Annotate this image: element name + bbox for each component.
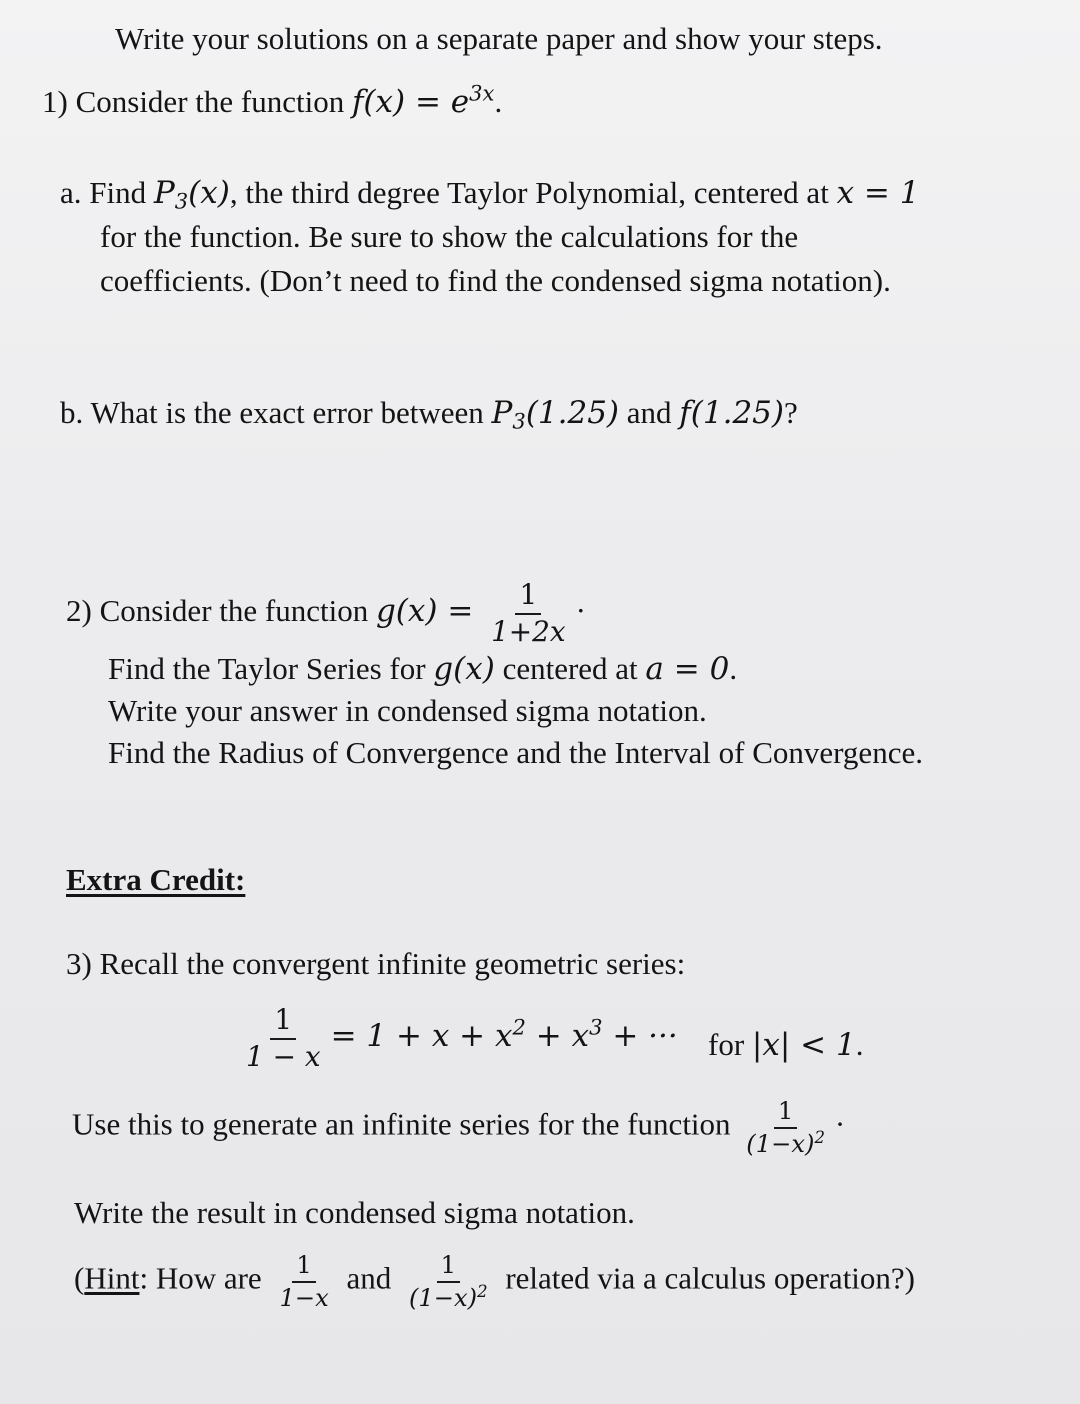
hint-label: Hint	[84, 1260, 140, 1296]
question-2-line-4: Find the Radius of Convergence and the Interval of Convergence.	[108, 735, 923, 770]
question-1a-label: a.	[60, 175, 82, 210]
question-1a-line-2: for the function. Be sure to show the calculations for the	[100, 219, 799, 254]
question-3-write-line: Write the result in condensed sigma notation.	[74, 1195, 635, 1230]
function-f: $f(x) = e^{3x}$	[351, 80, 495, 120]
fraction-1-over-1-minus-x: $\frac{1}{1 - x}$	[246, 1003, 321, 1073]
question-1a-line-3: coefficients. (Don’t need to find the condensed sigma notation).	[100, 263, 891, 298]
p3-symbol: $P_3(x)$	[153, 175, 230, 214]
question-3-use-line: Use this to generate an infinite series for the function $\frac{1}{(1-x)^2}$ ·	[72, 1097, 846, 1158]
question-2-line-2: Find the Taylor Series for g(x) centered at a = 0.	[108, 651, 738, 687]
fraction-1-over-1-minus-x-squared: $\frac{1}{(1-x)^2}$	[746, 1097, 825, 1158]
question-1b-label: b.	[60, 395, 84, 430]
question-2-line-3: Write your answer in condensed sigma notation.	[108, 693, 707, 728]
instructions-text: Write your solutions on a separate paper and show your steps.	[115, 21, 883, 56]
hint-fraction-2: $\frac{1}{(1-x)^2}$	[408, 1251, 488, 1312]
question-2-heading: 2) Consider the function g(x) = $\frac{1}{1+2x}$ ·	[66, 578, 586, 648]
question-1a-line-1: a. Find $P_3(x)$, the third degree Taylor Polynomial, centered at x = 1	[60, 175, 920, 214]
convergence-condition: for |x| < 1.	[708, 1027, 864, 1063]
question-1-number: 1)	[42, 84, 68, 119]
hint-line: (Hint: How are $\frac{1}{1-x}$ and $\frac{1}{(1-x)^2}$ related via a calculus operation?)	[74, 1251, 916, 1312]
geometric-series-formula: $\frac{1}{1 - x}$ = $1 + x + x^2 + x^3$ + ···	[236, 1005, 678, 1072]
question-3-number: 3)	[66, 946, 92, 981]
hint-fraction-1: $\frac{1}{1-x}$	[279, 1251, 329, 1312]
question-1b-line: b. What is the exact error between $P_3(1.25)$ and f(1.25)?	[60, 395, 798, 434]
extra-credit-heading: Extra Credit:	[66, 862, 246, 897]
question-1-heading: 1) Consider the function $f(x) = e^{3x}$.	[42, 80, 503, 120]
question-3-heading: 3) Recall the convergent infinite geometric series:	[66, 946, 686, 981]
fraction-g: $\frac{1}{1+2x}$	[491, 578, 566, 648]
question-2-number: 2)	[66, 592, 92, 628]
